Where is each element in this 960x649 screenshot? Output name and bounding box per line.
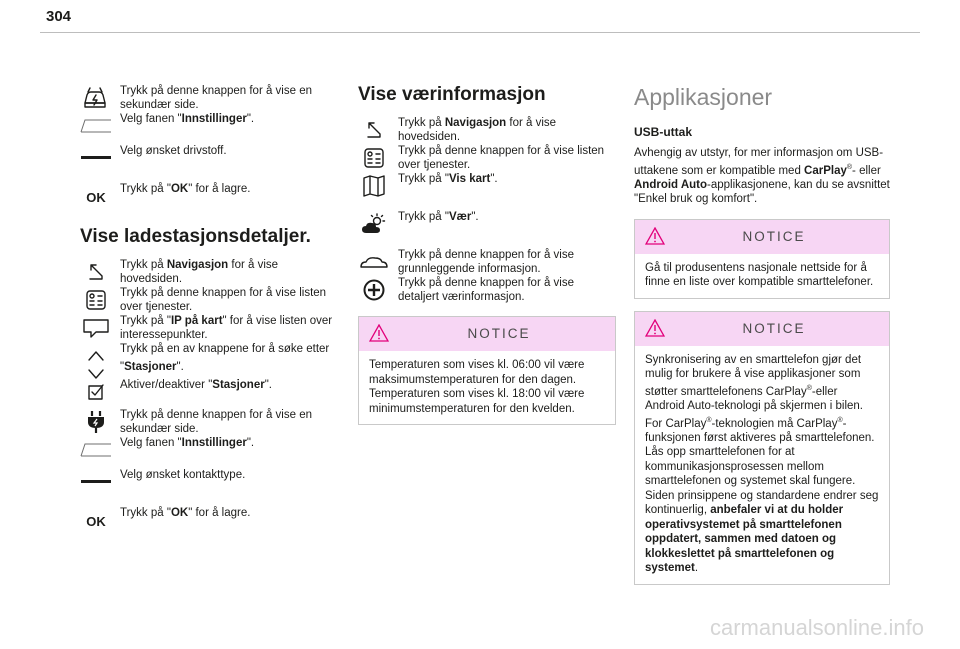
step-text: Velg fanen "Innstillinger". [120, 437, 255, 449]
charging-station-heading: Vise ladestasjonsdetaljer. [80, 226, 311, 247]
notice-text: Gå til produsentens nasjonale nettside for å finne en liste over kompatible smarttelefoner. [645, 261, 874, 289]
step-text: Trykk på denne knappen for å vise en sekundær side. [120, 85, 312, 111]
step-text: Trykk på denne knappen for å vise listen over tjenester. [120, 287, 327, 313]
notice-header [359, 317, 615, 351]
column-right [634, 84, 890, 585]
step-text: Velg ønsket drivstoff. [120, 145, 227, 157]
warning-icon [645, 319, 665, 341]
instruction-step [80, 314, 342, 342]
ok-icon: OK [86, 514, 106, 529]
map-icon [358, 172, 390, 200]
instruction-step [80, 258, 342, 286]
sync-notice [634, 311, 890, 585]
step-text: Trykk på denne knappen for å vise grunnleggende informasjon. [398, 249, 575, 275]
instruction-step [358, 144, 616, 172]
step-text: Trykk på "OK" for å lagre. [120, 183, 251, 195]
instruction-step [80, 408, 342, 436]
instruction-step [80, 84, 342, 112]
usb-subheading: USB-uttak [634, 125, 693, 139]
charging-car-icon [80, 84, 112, 112]
cloud-icon [358, 248, 390, 276]
step-text: "Stasjoner". [120, 361, 184, 373]
plug-icon [80, 408, 112, 436]
top-rule [40, 32, 920, 33]
step-text: Trykk på "IP på kart" for å vise listen over interessepunkter. [120, 315, 333, 341]
bar-icon [80, 144, 112, 172]
step-text: Trykk på Navigasjon for å vise hovedsiden. [398, 117, 557, 143]
warning-icon [369, 324, 389, 346]
instruction-step [80, 360, 342, 378]
checkbox-icon [80, 378, 112, 406]
step-text: Velg ønsket kontakttype. [120, 469, 246, 481]
fuel-settings-steps [80, 84, 342, 210]
instruction-step [80, 506, 342, 534]
instruction-step [358, 276, 616, 304]
page-number: 304 [46, 8, 72, 25]
step-text: Trykk på denne knappen for å vise en sekundær side. [120, 409, 312, 435]
step-text: Velg fanen "Innstillinger". [120, 113, 255, 125]
notice-header [635, 220, 889, 254]
bar-icon [80, 468, 112, 496]
tab-icon [80, 112, 112, 140]
step-text: Trykk på denne knappen for å vise detaljert værinformasjon. [398, 277, 575, 303]
navigation-icon [358, 116, 390, 144]
instruction-step [80, 144, 342, 172]
navigation-icon [80, 258, 112, 286]
watermark: carmanualsonline.info [709, 615, 924, 640]
weather-icon [358, 210, 390, 238]
ok-icon: OK [86, 190, 106, 205]
compatibility-notice [634, 219, 890, 299]
usb-intro-text: Avhengig av utstyr, for mer informasjon om USB-uttakene som er kompatible med CarPlay®- eller Android Auto-applikasjonene, kan du se avsnittet "Enkel bruk og komfort". [634, 147, 890, 206]
apps-icon [80, 286, 112, 314]
weather-steps [358, 116, 616, 304]
notice-text: Temperaturen som vises kl. 06:00 vil være maksimumstemperaturen for den dagen. Temperaturen som vises kl. 18:00 vil være minimumstemperaturen for den kvelden. [369, 359, 585, 415]
column-left [80, 84, 342, 534]
instruction-step [80, 378, 342, 398]
instruction-step [80, 468, 342, 496]
step-text: Trykk på "Vær". [398, 211, 479, 223]
apps-icon [358, 144, 390, 172]
notice-header [635, 312, 889, 346]
instruction-step [80, 286, 342, 314]
weather-heading: Vise værinformasjon [358, 84, 546, 105]
notice-label: NOTICE [467, 325, 531, 341]
weather-notice [358, 316, 616, 425]
step-text: Trykk på "Vis kart". [398, 173, 498, 185]
step-text: Trykk på "OK" for å lagre. [120, 507, 251, 519]
instruction-step [80, 342, 342, 360]
instruction-step [358, 210, 616, 238]
tab-icon [80, 436, 112, 464]
instruction-step [80, 436, 342, 458]
notice-text: Synkronisering av en smarttelefon gjør det mulig for brukere å vise applikasjoner som støtter smarttelefonens CarPlay®-eller Android Auto-teknologi på skjermen i bilen. For CarPlay®-teknologien må CarPlay®-funksjonen først aktiveres på smarttelefonen. Lås opp smarttelefonen for at kommunikasjonsprosessen mellom smarttelefonen og systemet skal fungere. Siden prinsippene og standardene endrer seg kontinuerlig, anbefaler vi at du holder operativsystemet på smarttelefonen oppdatert, sammen med datoen og klokkeslettet på smarttelefonen og systemet. [645, 353, 879, 575]
applications-heading: Applikasjoner [634, 84, 773, 110]
instruction-step [358, 248, 616, 276]
step-text: Trykk på denne knappen for å vise listen over tjenester. [398, 145, 605, 171]
charging-station-steps [80, 258, 342, 534]
instruction-step [80, 112, 342, 134]
instruction-step [358, 116, 616, 144]
step-text: Trykk på Navigasjon for å vise hovedsiden. [120, 259, 279, 285]
plus-circle-icon [358, 276, 390, 304]
column-middle [358, 84, 616, 425]
instruction-step [358, 172, 616, 200]
step-text: Aktiver/deaktiver "Stasjoner". [120, 379, 272, 391]
warning-icon [645, 227, 665, 249]
notice-label: NOTICE [742, 320, 806, 336]
notice-label: NOTICE [742, 228, 806, 244]
instruction-step [80, 182, 342, 210]
poi-map-icon [80, 314, 112, 342]
step-text: Trykk på en av knappene for å søke etter [120, 343, 330, 355]
